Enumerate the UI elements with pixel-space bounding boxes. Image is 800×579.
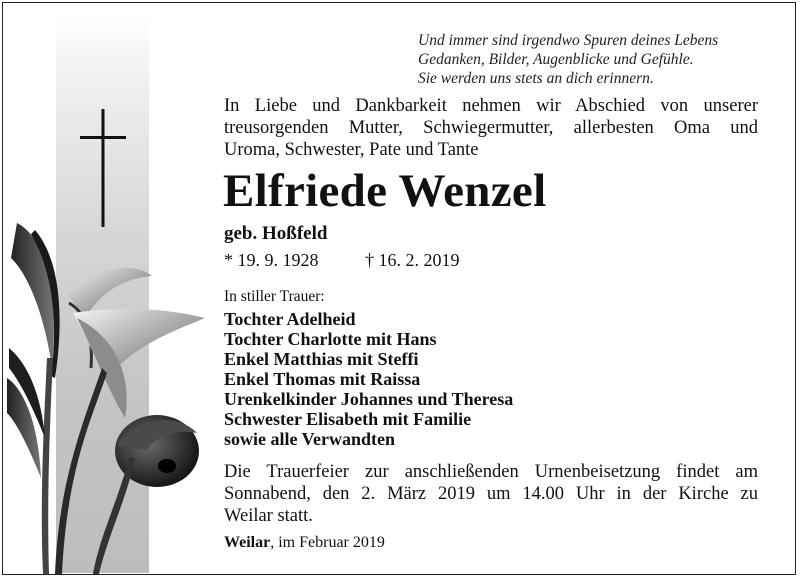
intro-text: [224, 95, 758, 161]
list-item: Enkel Thomas mit Raissa: [224, 369, 421, 389]
intro-line: Uroma, Schwester, Pate und Tante: [224, 140, 479, 160]
obituary-frame: [2, 2, 796, 575]
signoff: [224, 532, 385, 554]
poem: [418, 31, 788, 88]
service-line: Die Trauerfeier zur anschließenden Urnenbeisetzung findet am: [224, 462, 758, 482]
signoff-place: Weilar: [224, 534, 271, 551]
list-item: Tochter Charlotte mit Hans: [224, 329, 437, 349]
list-item: Schwester Elisabeth mit Familie: [224, 409, 472, 429]
poem-line: Sie werden uns stets an dich erinnern.: [418, 70, 654, 87]
deceased-name: Elfriede Wenzel: [223, 165, 547, 217]
latin-cross-icon: [80, 109, 126, 227]
list-item: sowie alle Verwandten: [224, 429, 395, 449]
poem-line: Und immer sind irgendwo Spuren deines Lebens: [418, 32, 719, 49]
birth-name: geb. Hoßfeld: [224, 223, 328, 244]
intro-line: treusorgenden Mutter, Schwiegermutter, allerbesten Oma und: [224, 118, 758, 138]
birth-date: * 19. 9. 1928: [224, 250, 319, 270]
poem-line: Gedanken, Bilder, Augenblicke und Gefühle.: [418, 51, 694, 68]
list-item: Urenkelkinder Johannes und Theresa: [224, 389, 514, 409]
service-info: [224, 461, 758, 527]
service-line: Weilar statt.: [224, 506, 313, 526]
mourners-list: [224, 309, 513, 449]
intro-line: In Liebe und Dankbarkeit nehmen wir Abschied von unserer: [224, 96, 758, 116]
calla-lily-icon: [7, 218, 207, 574]
death-date: † 16. 2. 2019: [365, 250, 460, 270]
mourners-label: In stiller Trauer:: [224, 288, 325, 305]
list-item: Tochter Adelheid: [224, 309, 356, 329]
signoff-date: , im Februar 2019: [270, 534, 385, 551]
service-line: Sonnabend, den 2. März 2019 um 14.00 Uhr in der Kirche zu: [224, 484, 758, 504]
list-item: Enkel Matthias mit Steffi: [224, 349, 419, 369]
